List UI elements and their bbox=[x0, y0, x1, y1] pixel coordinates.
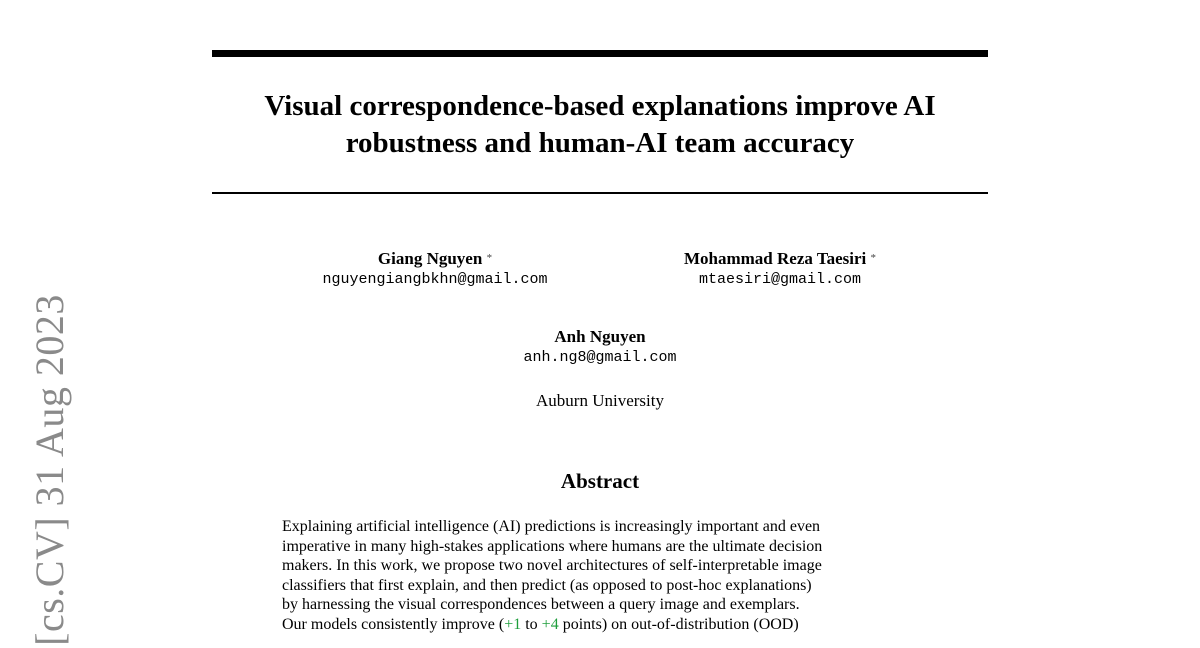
affiliation: Auburn University bbox=[536, 391, 664, 410]
author-name bbox=[290, 248, 580, 270]
author-anh-nguyen bbox=[460, 326, 740, 368]
author-giang-nguyen bbox=[290, 248, 580, 290]
abstract-line: by harnessing the visual correspondences between a query image and exemplars. bbox=[282, 596, 800, 614]
author-mohammad-reza-taesiri bbox=[640, 248, 920, 290]
author-name-text: Giang Nguyen bbox=[377, 249, 483, 268]
abstract-text: to bbox=[521, 615, 542, 633]
author-email: mtaesiri@gmail.com bbox=[698, 271, 862, 288]
author-name bbox=[640, 248, 920, 270]
paper-title bbox=[212, 88, 988, 162]
author-name-text: Mohammad Reza Taesiri bbox=[683, 249, 867, 268]
abstract-line: classifiers that first explain, and then predict (as opposed to post-hoc explanations) bbox=[282, 576, 812, 594]
title-rule bbox=[212, 192, 988, 194]
abstract-text: points) on out-of-distribution (OOD) bbox=[558, 615, 799, 633]
abstract-line: Explaining artificial intelligence (AI) predictions is increasingly important and even bbox=[282, 518, 821, 535]
gain-low-highlight: +1 bbox=[504, 615, 522, 633]
abstract-heading: Abstract bbox=[560, 469, 640, 493]
abstract-line-last bbox=[282, 615, 922, 635]
equal-contribution-mark: * bbox=[870, 252, 877, 264]
abstract-text: Our models consistently improve ( bbox=[282, 615, 505, 633]
gain-high-highlight: +4 bbox=[541, 615, 559, 633]
author-email: nguyengiangbkhn@gmail.com bbox=[322, 271, 548, 288]
top-rule bbox=[212, 50, 988, 57]
abstract-body bbox=[282, 517, 922, 635]
author-email: anh.ng8@gmail.com bbox=[523, 349, 677, 366]
abstract-line: makers. In this work, we propose two novel architectures of self-interpretable image bbox=[282, 557, 822, 575]
arxiv-stamp: [cs.CV] 31 Aug 2023 bbox=[27, 294, 72, 646]
equal-contribution-mark: * bbox=[486, 252, 493, 264]
title-line-2: robustness and human-AI team accuracy bbox=[345, 127, 855, 159]
title-line-1: Visual correspondence-based explanations improve AI bbox=[264, 90, 936, 122]
author-name: Anh Nguyen bbox=[554, 327, 646, 346]
abstract-line: imperative in many high-stakes applications where humans are the ultimate decision bbox=[282, 537, 823, 555]
